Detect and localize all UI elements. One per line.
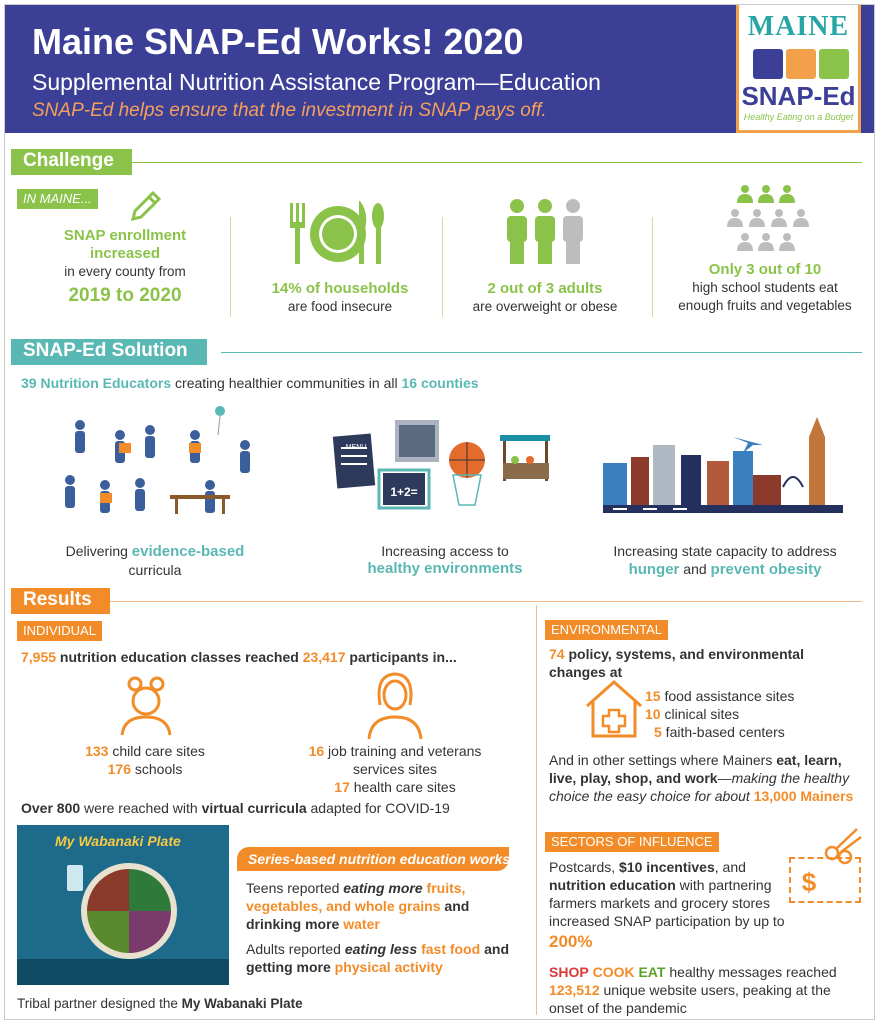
scissors-icon [823,827,863,863]
plate-utensils-icon [288,198,388,268]
challenge-rule [132,162,862,163]
child-icon [118,677,174,737]
enrollment-stat: SNAP enrollment increased in every county from 2019 to 2020 [63,227,187,306]
tribal-line: Tribal partner designed the My Wabanaki Plate [17,996,303,1011]
maine-snaped-logo [736,5,861,133]
adults-outcome: Adults reported eating less fast food and getting more physical activity [246,941,509,975]
community-people-illustration [50,405,270,525]
logo-snaped-text: SNAP-Ed [741,81,856,111]
students-icon-grid [723,181,807,256]
divider [230,217,231,317]
results-column-divider [536,605,537,1015]
logo-tagline: Healthy Eating on a Budget [743,112,854,122]
woman-icon [365,671,425,741]
other-settings: And in other settings where Mainers eat, learn, live, play, shop, and work—making the healthy choice the easy choice for about 13,000 Mainers [549,752,854,804]
households-stat: 14% of households are food insecure [271,280,409,314]
challenge-heading: Challenge [11,149,132,175]
plate-graphic [79,861,179,961]
solution-heading: SNAP-Ed Solution [11,339,207,365]
person-icon [758,233,774,251]
healthy-environments-illustration [335,415,555,515]
virtual-line: Over 800 were reached with virtual curricula adapted for COVID-19 [21,800,450,816]
divider [652,217,653,317]
water-glass-icon [67,865,83,891]
pencil-icon [125,187,165,227]
bread-icon [786,49,816,79]
series-banner-text: Series-based nutrition education works!* [248,851,521,867]
person-icon [779,185,795,203]
sites-list [645,687,845,741]
site-item: 5 faith-based centers [654,724,785,740]
educators-line: 39 Nutrition Educators creating healthier communities in all 16 counties [21,375,479,391]
pse-line: 74 policy, systems, and environmental changes at [549,646,804,680]
jobs-stat: 16 job training and veterans services sites 17 health care sites [308,743,482,795]
plate-poster-title: My Wabanaki Plate [55,833,181,849]
apple-icon [819,49,849,79]
hs-stat: Only 3 out of 10 high school students eat enough fruits and vegetables [678,261,852,313]
adults-stat: 2 out of 3 adults are overweight or obese [472,280,618,314]
basket-icon [753,49,783,79]
person-icon [793,209,809,227]
adults-icon [505,198,585,268]
person-icon [749,209,765,227]
results-rule [110,601,862,602]
header-banner [5,5,875,133]
individual-chip: INDIVIDUAL [17,621,102,641]
curricula-caption: Delivering evidence-based curricula [65,543,245,578]
clinic-house-icon [583,678,645,740]
person-icon [779,233,795,251]
person-icon [737,185,753,203]
infographic [4,4,875,1020]
dollar-sign: $ [801,867,817,897]
person-icon [771,209,787,227]
sectors-chip: SECTORS OF INFLUENCE [545,832,719,852]
divider [442,217,443,317]
city-skyline-illustration [603,415,843,515]
site-item: 15 food assistance sites [645,688,795,704]
person-icon [737,233,753,251]
chalkboard-text: 1+2= [390,485,418,499]
page-subtitle: Supplemental Nutrition Assistance Program—Education [32,69,601,95]
environmental-chip: ENVIRONMENTAL [545,620,668,640]
teens-outcome: Teens reported eating more fruits, vegetables, and whole grains and drinking more water [246,880,470,932]
wabanaki-plate-poster [17,825,229,985]
childcare-stat: 133 child care sites 176 schools [85,743,205,777]
logo-maine-text: MAINE [747,11,850,42]
results-heading: Results [11,588,110,614]
person-icon [727,209,743,227]
postcards-stat: Postcards, $10 incentives, and nutrition education with partnering farmers markets and grocery stores increased SNAP participation by up to 200% [549,859,785,951]
solution-rule [221,352,862,353]
capacity-caption: Increasing state capacity to address hunger and prevent obesity [613,543,837,578]
classes-line: 7,955 nutrition education classes reached 23,417 participants in... [21,649,457,665]
shop-cook-eat-stat: SHOP COOK EAT healthy messages reached 123,512 unique website users, peaking at the onset of the pandemic [549,964,837,1016]
person-icon [758,185,774,203]
site-item: 10 clinical sites [645,706,740,722]
page-tagline: SNAP-Ed helps ensure that the investment in SNAP pays off. [32,100,547,121]
page-title: Maine SNAP-Ed Works! 2020 [32,21,524,62]
environments-caption: Increasing access to healthy environments [367,543,523,577]
plate-decor [17,959,229,985]
menu-text: MENU [345,444,367,451]
in-maine-chip: IN MAINE... [17,189,98,209]
